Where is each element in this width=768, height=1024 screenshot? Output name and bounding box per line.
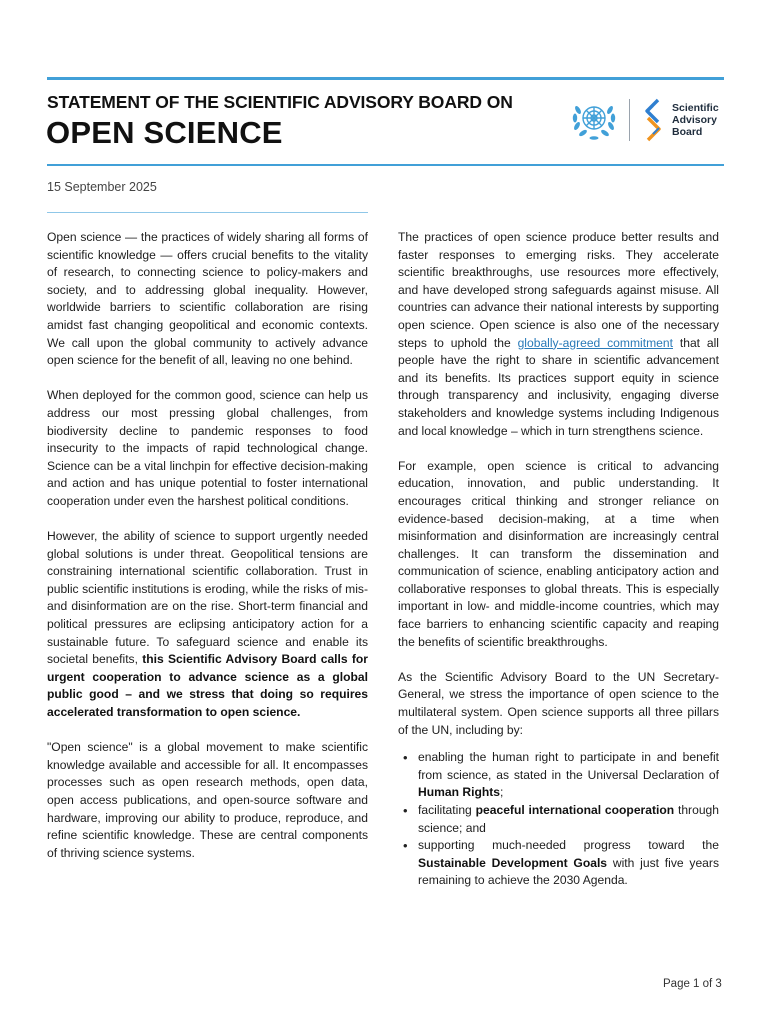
paragraph-threat: However, the ability of science to support urgently needed global solutions is under threat. Geopolitical tensions are constraining international scientific collaboration. Trust in public scientific institutions is eroding, while the risks of mis- and disinformation are on the rise. Short-term financial and political pressures are eclipsing anticipatory action for a sustainable future. To safeguard science and enable its societal benefits, this Scientific Advisory Board calls for urgent cooperation to advance science as a global public good – and we stress that doing so requires accelerated transformation to open science. xyxy=(47,529,368,720)
sab-logo-text: Scientific Advisory Board xyxy=(672,102,719,138)
call-to-action: this Scientific Advisory Board calls for urgent cooperation to advance science as a global public good – and we stress that doing so requires accelerated transformation to open science. xyxy=(47,652,368,720)
statement-subtitle: STATEMENT OF THE SCIENTIFIC ADVISORY BOARD ON xyxy=(47,92,513,112)
header-logos xyxy=(568,96,719,144)
paragraph-definition: "Open science" is a global movement to make scientific knowledge available and accessible for all. It encompasses processes such as open research methods, open data, open access publications, and open-source software and hardware, improving our ability to produce, reproduce, and refine scientific knowledge. These are central components of thriving science systems. xyxy=(47,740,368,860)
paragraph-un-pillars: As the Scientific Advisory Board to the UN Secretary-General, we stress the importance of open science to the multilateral system. Open science supports all three pillars of the UN, including by: xyxy=(398,669,719,737)
header-bottom-rule xyxy=(47,164,724,166)
list-item: • supporting much-needed progress toward the Sustainable Development Goals with just five years remaining to achieve the 2030 Agenda. xyxy=(418,837,719,890)
paragraph-common-good: When deployed for the common good, science can help us address our most pressing global challenges, from biodiversity decline to pandemic responses to food insecurity to the impacts of rapid technological change. Science can be a vital linchpin for effective decision-making and action and has unique potential to foster international cooperation under even the harshest political conditions. xyxy=(47,388,368,508)
right-column xyxy=(398,229,719,890)
statement-date: 15 September 2025 xyxy=(47,180,157,194)
pillars-list xyxy=(398,749,719,890)
paragraph-benefits: The practices of open science produce better results and faster responses to emerging risks. They accelerate scientific breakthroughs, use resources more effectively, and have developed strong safeguards against misuse. All countries can advance their national interests by supporting open science. Open science is also one of the necessary steps to uphold the globally-agreed commitment that all people have the right to share in scientific advancement and its benefits. Its practices support equity in science through transparency and inclusivity, engaging diverse stakeholders and knowledge systems including Indigenous and local knowledge – which in turn strengthens science. xyxy=(398,230,719,438)
globally-agreed-commitment-link[interactable]: globally-agreed commitment xyxy=(517,335,673,350)
paragraph-intro: Open science — the practices of widely sharing all forms of scientific knowledge — offers crucial benefits to the vitality of research, to connecting science to policy-makers and society, and to addressing global inequality. However, worldwide barriers to scientific collaboration are rising amidst fast changing geopolitical and economic contexts. We call upon the global community to actively advance open science for the benefit of all, leaving no one behind. xyxy=(47,230,368,368)
header-top-rule xyxy=(47,77,724,80)
list-item: • enabling the human right to participate in and benefit from science, as stated in the Universal Declaration of Human Rights; xyxy=(418,749,719,802)
list-item: • facilitating peaceful international cooperation through science; and xyxy=(418,802,719,837)
left-column xyxy=(47,229,368,880)
logo-separator xyxy=(629,99,630,141)
paragraph-example: For example, open science is critical to advancing education, innovation, and public understanding. It encourages critical thinking and stronger reliance on evidence-based decision-making, at a time when misinformation and disinformation are increasingly central challenges. It can transform the dissemination and communication of science, enabling anticipatory action and collaborative responses to global threats. This is especially important in low- and middle-income countries, which may face barriers to enhancing scientific capacity and reaping the benefits of scientific breakthroughs. xyxy=(398,458,719,649)
page-title: OPEN SCIENCE xyxy=(46,115,283,150)
page-number: Page 1 of 3 xyxy=(663,978,722,990)
date-divider xyxy=(47,212,368,213)
sab-logo-icon xyxy=(640,97,666,143)
un-emblem-icon xyxy=(568,96,620,144)
